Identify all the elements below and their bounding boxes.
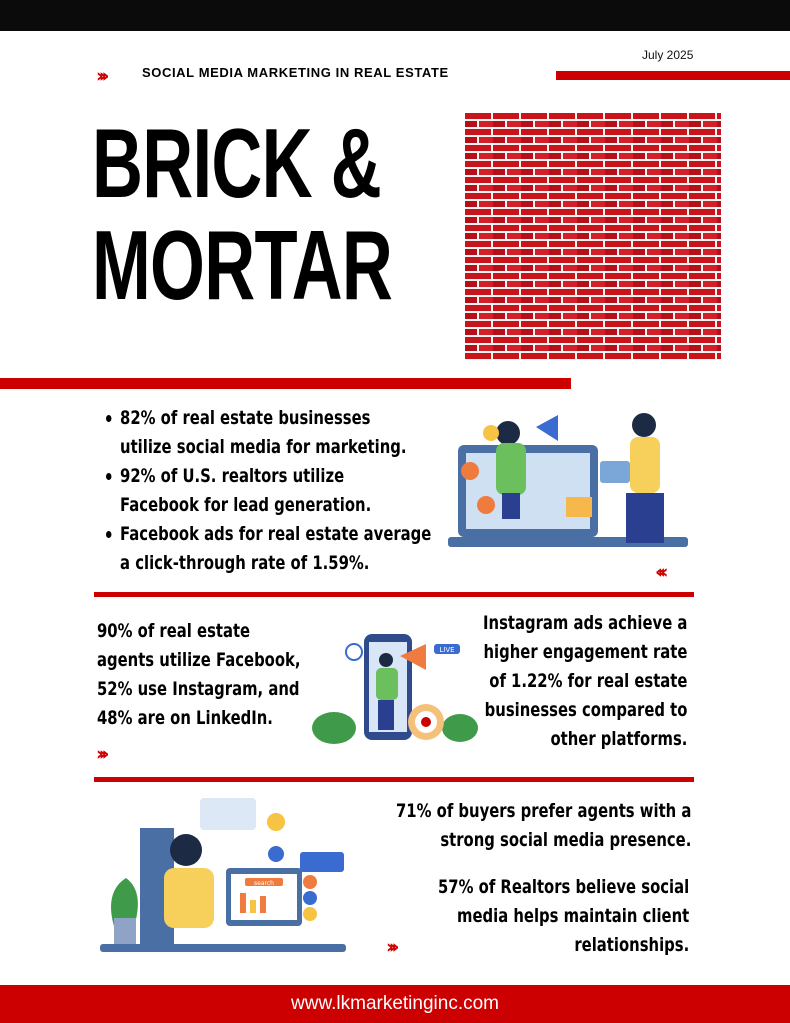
section-divider-2 <box>94 777 694 782</box>
chevrons-right-icon: ››› <box>96 65 105 87</box>
chevrons-left-icon: ‹‹‹ <box>655 561 664 583</box>
envelope-icon <box>566 497 592 517</box>
title-line-1: BRICK & <box>92 108 381 218</box>
chevrons-right-icon: ››› <box>96 743 105 765</box>
kicker-heading: SOCIAL MEDIA MARKETING IN REAL ESTATE <box>142 65 449 80</box>
list-item: 92% of U.S. realtors utilize Facebook for lead generation. <box>106 462 431 520</box>
client-relationship-stat: 57% of Realtors believe social media helps maintain client relationships. <box>438 876 690 956</box>
section-divider-1 <box>94 592 694 597</box>
phone-marketing-illustration <box>310 630 478 748</box>
emoji-icon <box>483 425 499 441</box>
header-divider <box>556 71 790 80</box>
like-icon <box>268 846 284 862</box>
title-line-2: MORTAR <box>92 210 393 320</box>
megaphone-marketing-illustration <box>448 405 690 550</box>
svg-text:search: search <box>254 880 274 887</box>
issue-date: July 2025 <box>642 48 694 62</box>
top-bar <box>0 0 790 31</box>
buyer-preference-stat: 71% of buyers prefer agents with a strong social media presence. <box>396 800 692 851</box>
like-icon <box>477 496 495 514</box>
heart-icon <box>461 462 479 480</box>
emoji-icon <box>267 813 285 831</box>
list-item: Facebook ads for real estate average a click-through rate of 1.59%. <box>106 520 431 578</box>
platform-usage-stat: 90% of real estate agents utilize Facebook, 52% use Instagram, and 48% are on LinkedIn. <box>97 620 301 729</box>
svg-text:LIVE: LIVE <box>439 646 455 654</box>
engagement-rate-stat: Instagram ads achieve a higher engagement rate of 1.22% for real estate businesses compared to other platforms. <box>483 612 688 750</box>
check-icon <box>346 644 362 660</box>
list-item: 82% of real estate businesses utilize social media for marketing. <box>106 404 431 462</box>
brick-wall-icon <box>465 113 721 360</box>
page-title <box>92 108 393 320</box>
social-media-agent-illustration <box>100 798 350 954</box>
megaphone-icon <box>536 415 558 441</box>
title-divider <box>0 378 571 389</box>
stats-bullet-list <box>106 404 431 578</box>
website-link[interactable]: www.lkmarketinginc.com <box>291 993 499 1014</box>
chevrons-right-icon: ››› <box>386 936 395 958</box>
